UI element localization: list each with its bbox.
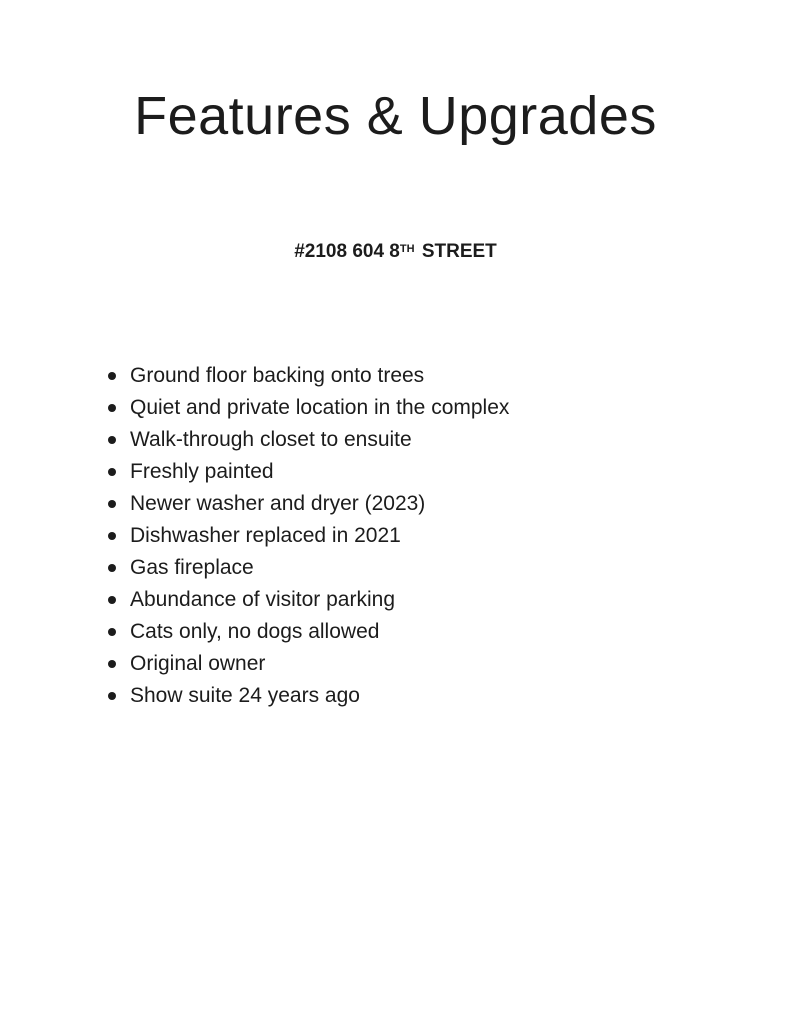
bullet-icon [108, 468, 116, 476]
bullet-icon [108, 596, 116, 604]
bullet-icon [108, 628, 116, 636]
feature-text: Original owner [130, 652, 266, 675]
feature-text: Ground floor backing onto trees [130, 364, 425, 387]
address-prefix: #2108 604 8 [294, 241, 400, 262]
page-title: Features & Upgrades [134, 86, 657, 146]
feature-text: Show suite 24 years ago [130, 684, 360, 707]
list-item [106, 552, 509, 584]
feature-text: Newer washer and dryer (2023) [130, 492, 426, 515]
address-ordinal-suffix: TH [399, 243, 415, 255]
feature-text: Walk-through closet to ensuite [130, 428, 412, 451]
features-list [106, 360, 509, 712]
feature-text: Cats only, no dogs allowed [130, 620, 380, 643]
list-item [106, 456, 509, 488]
bullet-icon [108, 372, 116, 380]
bullet-icon [108, 404, 116, 412]
list-item [106, 616, 509, 648]
list-item [106, 520, 509, 552]
list-item [106, 360, 509, 392]
bullet-icon [108, 692, 116, 700]
list-item [106, 424, 509, 456]
list-item [106, 392, 509, 424]
feature-text: Freshly painted [130, 460, 274, 483]
list-item [106, 488, 509, 520]
bullet-icon [108, 660, 116, 668]
address-suffix: STREET [416, 241, 497, 262]
list-item [106, 584, 509, 616]
feature-text: Quiet and private location in the complex [130, 396, 510, 419]
list-item [106, 680, 509, 712]
list-item [106, 648, 509, 680]
property-address [0, 238, 791, 266]
bullet-icon [108, 564, 116, 572]
bullet-icon [108, 500, 116, 508]
feature-text: Gas fireplace [130, 556, 254, 579]
feature-text: Dishwasher replaced in 2021 [130, 524, 401, 547]
bullet-icon [108, 532, 116, 540]
feature-text: Abundance of visitor parking [130, 588, 395, 611]
bullet-icon [108, 436, 116, 444]
